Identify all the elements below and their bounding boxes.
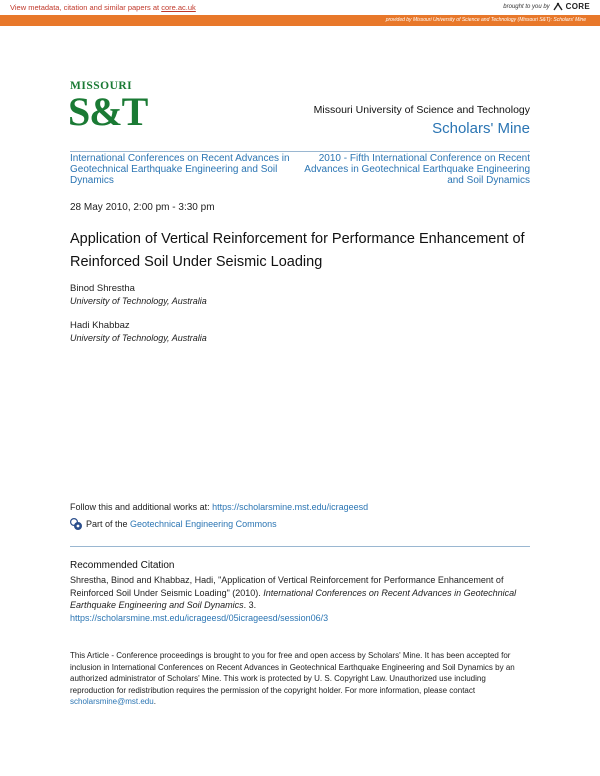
core-link[interactable]: core.ac.uk xyxy=(161,3,196,12)
divider xyxy=(70,151,530,152)
follow-line xyxy=(70,502,368,512)
access-notice xyxy=(70,650,532,708)
contact-email-link[interactable]: scholarsmine@mst.edu xyxy=(70,697,154,706)
author-affiliation: University of Technology, Australia xyxy=(70,333,207,343)
collection-link[interactable]: International Conferences on Recent Advances in Geotechnical Earthquake Engineering and Soil Dynamics xyxy=(70,153,290,186)
core-view-metadata[interactable] xyxy=(10,3,196,12)
citation-journal: International Conferences on Recent Advances in Geotechnical Earthquake Engineering and Soil Dynamics xyxy=(70,587,517,610)
core-logo-text: CORE xyxy=(565,2,590,11)
author-affiliation: University of Technology, Australia xyxy=(70,296,207,306)
paper-title: Application of Vertical Reinforcement for Performance Enhancement of Reinforced Soil Under Seismic Loading xyxy=(70,231,525,270)
core-provided-text: provided by Missouri University of Science and Technology (Missouri S&T): Scholars' Mine xyxy=(385,16,586,23)
citation-authors-title: Shrestha, Binod and Khabbaz, Hadi, "Application of Vertical Reinforcement for Performance Enhancement of Reinforced Soil Under Seismic Loading" (2010). xyxy=(70,575,504,598)
core-logo-icon xyxy=(553,2,563,11)
recommended-citation-heading: Recommended Citation xyxy=(70,560,175,571)
core-view-text: View metadata, citation and similar papers at xyxy=(10,3,162,12)
institution-name: Missouri University of Science and Technology xyxy=(313,104,530,116)
notice-end: . xyxy=(153,697,156,706)
part-of-line xyxy=(70,518,277,530)
citation-number: . 3. xyxy=(243,600,257,610)
missouri-st-logo: S&T xyxy=(68,89,148,134)
subcollection-link[interactable]: 2010 - Fifth International Conference on Recent Advances in Geotechnical Earthquake Engineering and Soil Dynamics xyxy=(304,153,530,186)
part-of-text: Part of the xyxy=(86,519,131,529)
citation-text xyxy=(70,574,532,624)
missouri-st-logo-top: MISSOURI xyxy=(70,80,133,92)
commons-icon xyxy=(70,518,82,530)
brought-by-text: brought to you by xyxy=(503,3,550,10)
commons-link[interactable]: Geotechnical Engineering Commons xyxy=(130,519,277,529)
event-date: 28 May 2010, 2:00 pm - 3:30 pm xyxy=(70,202,215,213)
citation-link[interactable]: https://scholarsmine.mst.edu/icrageesd/05icrageesd/session06/3 xyxy=(70,612,329,623)
repository-name[interactable]: Scholars' Mine xyxy=(432,120,530,137)
core-provided-bar xyxy=(0,15,600,26)
notice-text: This Article - Conference proceedings is brought to you for free and open access by Scholars' Mine. It has been accepted for inclusion in International Conferences on Recent Advances in Geotechnical Earthquake Engineering and Soil Dynamics by an authorized administrator of Scholars' Mine. This work is protected by U. S. Copyright Law. Unauthorized use including reproduction for redistribution requires the permission of the copyright holder. For more information, please contact xyxy=(70,651,515,695)
core-brand[interactable] xyxy=(503,2,590,11)
follow-text: Follow this and additional works at: xyxy=(70,502,213,512)
follow-link[interactable]: https://scholarsmine.mst.edu/icrageesd xyxy=(212,502,369,512)
divider xyxy=(70,546,530,547)
author-name: Hadi Khabbaz xyxy=(70,320,130,331)
author-name: Binod Shrestha xyxy=(70,283,135,294)
